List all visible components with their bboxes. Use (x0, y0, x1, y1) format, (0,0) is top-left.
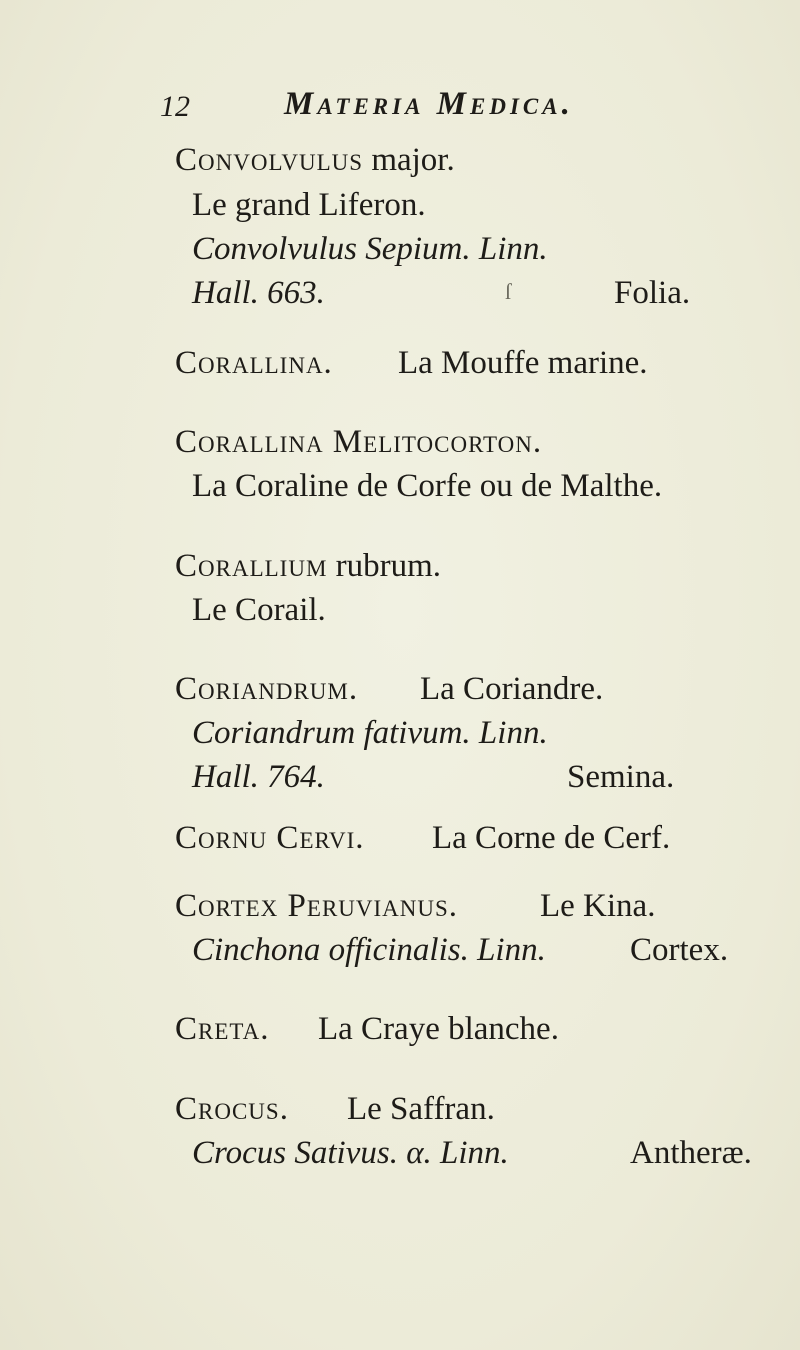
haller-reference: Hall. 663. (192, 275, 325, 311)
french-name: Le Kina. (540, 888, 656, 924)
french-name: La Craye blanche. (318, 1011, 559, 1047)
entry-heading: Corallina. (175, 345, 333, 381)
french-name: La Coraline de Corfe ou de Malthe. (192, 468, 663, 504)
part-used: Semina. (567, 759, 675, 795)
page-header (160, 86, 720, 126)
printer-mark: ſ (505, 279, 512, 304)
french-name: Le grand Liferon. (192, 187, 426, 223)
entry-qualifier: rubrum. (327, 548, 442, 584)
entry-heading: Convolvulus (175, 142, 364, 178)
linnaean-name: Coriandrum fativum. Linn. (192, 715, 548, 751)
entry-heading: Corallina Melitocorton. (175, 424, 543, 460)
entry-heading: Cornu Cervi. (175, 820, 365, 856)
french-name: Le Corail. (192, 592, 326, 628)
entry-heading: Crocus. (175, 1091, 289, 1127)
linnaean-name: Cinchona officinalis. Linn. (192, 932, 546, 968)
entry-heading: Creta. (175, 1011, 270, 1047)
page-number: 12 (160, 90, 190, 123)
french-name: La Coriandre. (420, 671, 604, 707)
linnaean-name: Convolvulus Sepium. Linn. (192, 231, 548, 267)
french-name: La Mouffe marine. (398, 345, 648, 381)
entry-heading: Coriandrum. (175, 671, 359, 707)
linnaean-name: Crocus Sativus. α. Linn. (192, 1135, 509, 1171)
part-used: Folia. (614, 275, 691, 311)
part-used: Cortex. (630, 932, 729, 968)
running-title: Materia Medica. (284, 86, 574, 122)
french-name: La Corne de Cerf. (432, 820, 671, 856)
entry-heading-line (175, 144, 455, 177)
part-used: Antheræ. (630, 1135, 752, 1171)
haller-reference: Hall. 764. (192, 759, 325, 795)
entry-heading-line (175, 550, 441, 583)
entry-heading: Corallium (175, 548, 328, 584)
entry-heading: Cortex Peruvianus. (175, 888, 459, 924)
french-name: Le Saffran. (347, 1091, 495, 1127)
entry-qualifier: major. (363, 142, 455, 178)
